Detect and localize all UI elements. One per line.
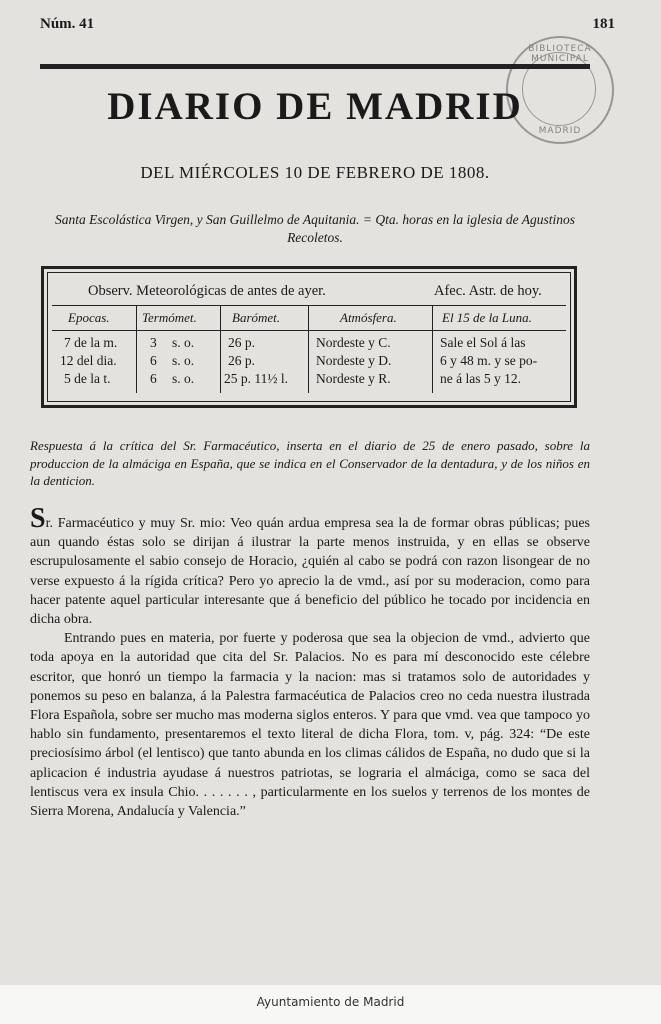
termometro-cell: 6 bbox=[150, 353, 157, 368]
saints-of-day: Santa Escolástica Virgen, y San Guillelmo de Aquitania. = Qta. horas en la iglesia de Agustinos Recoletos. bbox=[54, 212, 576, 245]
termometro-cell: 6 bbox=[150, 371, 157, 386]
astro-line: 6 y 48 m. y se po- bbox=[440, 353, 538, 368]
weather-heading: Observ. Meteorológicas de antes de ayer. bbox=[88, 283, 326, 299]
newspaper-title: DIARIO DE MADRID bbox=[107, 85, 523, 128]
col-header-epocas: Epocas. bbox=[68, 310, 110, 325]
stamp-top-text: BIBLIOTECA MUNICIPAL bbox=[528, 44, 592, 64]
col-header-barometro: Barómet. bbox=[232, 310, 281, 325]
paragraph-1-text: r. Farmacéutico y muy Sr. mio: Veo quán ardua empresa sea la de formar obras públicas; pues aun quando éstas solo se dirijan á ilustrar la parte menos instruida, y en ellas se observe escrupulosamente el sabio consejo de Horacio, ¿quién al cabo se podrá con razon lisongear de no verse expuesto á la rígida crítica? Pero yo aprecio la de vmd., así por su moderacion, como para hacer patente aquel particular interesante que á beneficio del público he tocado por incidencia en dicha obra. bbox=[30, 516, 590, 628]
termometro-cell: 3 bbox=[150, 335, 157, 350]
col-header-atmosfera: Atmósfera. bbox=[340, 310, 397, 325]
weather-rule-header bbox=[52, 330, 566, 331]
barometro-cell: 26 p. bbox=[228, 353, 255, 368]
weather-rule-top bbox=[52, 305, 566, 306]
termometro-dir-cell: s. o. bbox=[172, 371, 195, 386]
issue-number: Núm. 41 bbox=[40, 16, 95, 32]
col-divider bbox=[220, 305, 221, 393]
stamp-bottom-text: MADRID bbox=[538, 126, 582, 136]
astro-line: Sale el Sol á las bbox=[440, 335, 526, 350]
barometro-cell: 26 p. bbox=[228, 335, 255, 350]
weather-table bbox=[41, 266, 577, 408]
col-divider bbox=[136, 305, 137, 393]
col-header-luna: El 15 de la Luna. bbox=[442, 310, 532, 325]
title-rule bbox=[40, 64, 590, 69]
article-body bbox=[30, 503, 590, 821]
barometro-cell: 25 p. 11½ l. bbox=[224, 371, 288, 386]
date-line: DEL MIÉRCOLES 10 DE FEBRERO DE 1808. bbox=[140, 163, 490, 182]
footer-credit: Ayuntamiento de Madrid bbox=[256, 995, 405, 1009]
col-divider bbox=[308, 305, 309, 393]
paragraph-2: Entrando pues en materia, por fuerte y poderosa que sea la objecion de vmd., advierto que toda apoya en la autoridad que cita del Sr. Palacios. No es para mí desconocido este célebre escritor, que honró un tiempo la farmacia y la nacion: mas si tratamos solo de autoridades y ponemos su peso en balanza, á la Palestra farmacéutica de Palacios creo no ceda nuestra ilustrada Flora Española, sobre ser mucho mas moderna siglos enteros. Y para que vmd. vea que tampoco yo hablo sin fundamento, presentaremos el texto literal de dicha Flora, tom. v, pág. 324: “De este preciosísimo árbol (el lentisco) que tanto abunda en los climas cálidos de España, no dudo que si la aplicacion é industria ayudase á nuestros patriotas, se lograria el almáciga, como se saca del lentiscus vera ex insula Chio. . . . . . . , particularmente en los suelos y terrenos de los montes de Sierra Morena, Andalucía y Valencia.” bbox=[30, 631, 590, 820]
col-divider bbox=[432, 305, 433, 393]
paragraph-1 bbox=[30, 503, 590, 629]
epoca-cell: 5 de la t. bbox=[64, 371, 111, 386]
astro-heading: Afec. Astr. de hoy. bbox=[434, 283, 542, 299]
col-header-termometro: Termómet. bbox=[142, 310, 197, 325]
termometro-dir-cell: s. o. bbox=[172, 335, 195, 350]
atmosfera-cell: Nordeste y R. bbox=[316, 371, 391, 386]
astro-line: ne á las 5 y 12. bbox=[440, 371, 521, 386]
atmosfera-cell: Nordeste y C. bbox=[316, 335, 391, 350]
termometro-dir-cell: s. o. bbox=[172, 353, 195, 368]
epoca-cell: 12 del dia. bbox=[60, 353, 117, 368]
page-number: 181 bbox=[592, 16, 615, 32]
atmosfera-cell: Nordeste y D. bbox=[316, 353, 392, 368]
drop-cap: S bbox=[30, 503, 46, 534]
response-heading: Respuesta á la crítica del Sr. Farmacéutico, inserta en el diario de 25 de enero pasado, sobre la produccion de la almáciga en España, que se indica en el Conservador de la dentadura, y de los niños en la denticion. bbox=[30, 438, 590, 488]
epoca-cell: 7 de la m. bbox=[64, 335, 118, 350]
